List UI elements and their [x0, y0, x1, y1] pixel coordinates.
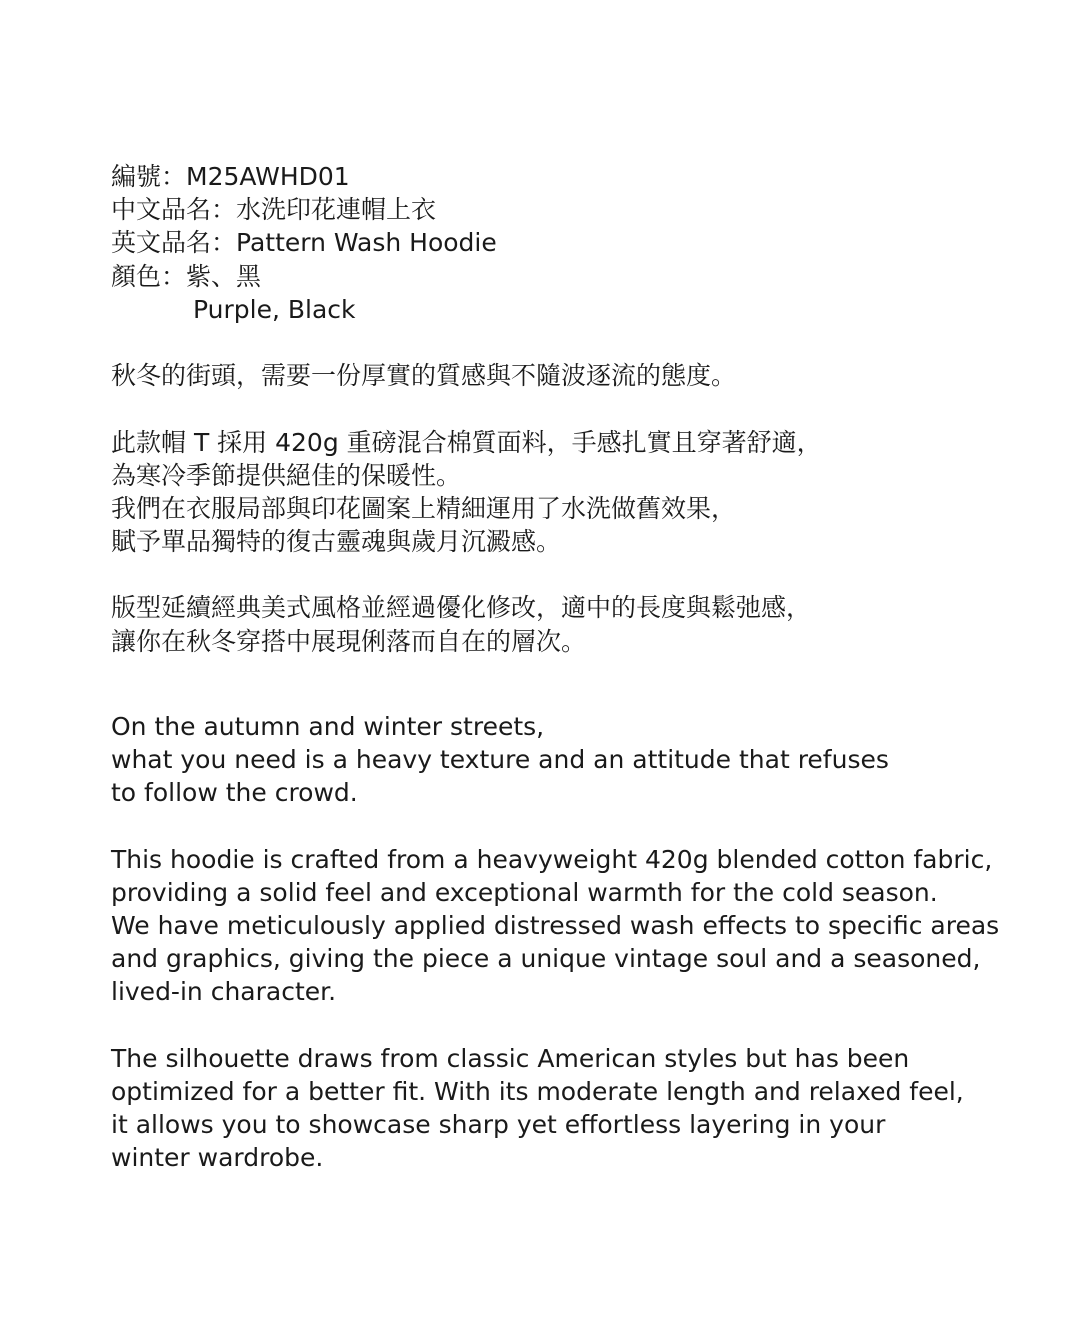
product-color-en: Purple, Black — [193, 294, 356, 324]
product-name-en: 英文品名：Pattern Wash Hoodie — [111, 228, 497, 258]
product-name-zh: 中文品名：水洗印花連帽上衣 — [111, 195, 437, 225]
en-fabric-line: providing a solid feel and exceptional warmth for the cold season. — [111, 877, 938, 907]
zh-intro: 秋冬的街頭，需要一份厚實的質感與不隨波逐流的態度。 — [111, 361, 737, 391]
product-color-zh: 顏色：紫、黑 — [111, 261, 262, 291]
product-code: 編號：M25AWHD01 — [111, 162, 350, 191]
product-info — [111, 160, 1051, 326]
en-fabric-line: and graphics, giving the piece a unique vintage soul and a seasoned, — [111, 944, 981, 974]
en-intro-line: to follow the crowd. — [111, 778, 358, 808]
zh-fit-line: 版型延續經典美式風格並經過優化修改，適中的長度與鬆弛感， — [111, 593, 812, 623]
en-fabric-line: We have meticulously applied distressed wash effects to specific areas — [111, 910, 1000, 940]
en-fit-line: The silhouette draws from classic American styles but has been — [111, 1043, 910, 1073]
en-fabric-line: lived-in character. — [111, 977, 337, 1007]
product-description — [111, 160, 1051, 1174]
zh-fabric-line: 賦予單品獨特的復古靈魂與歲月沉澱感。 — [111, 527, 562, 557]
zh-fabric-line: 我們在衣服局部與印花圖案上精細運用了水洗做舊效果， — [111, 493, 737, 523]
en-intro-line: what you need is a heavy texture and an attitude that refuses — [111, 745, 889, 774]
description-en — [111, 710, 1051, 1175]
zh-fabric-line: 為寒冷季節提供絕佳的保暖性。 — [111, 460, 462, 490]
en-fit-line: winter wardrobe. — [111, 1143, 324, 1173]
en-intro-line: On the autumn and winter streets, — [111, 711, 545, 741]
en-fit-line: it allows you to showcase sharp yet effortless layering in your — [111, 1110, 886, 1140]
en-fit-line: optimized for a better fit. With its moderate length and relaxed feel, — [111, 1076, 964, 1106]
description-zh — [111, 359, 1051, 658]
en-fabric-line: This hoodie is crafted from a heavyweight 420g blended cotton fabric, — [111, 844, 993, 874]
zh-fabric-line: 此款帽 T 採用 420g 重磅混合棉質面料，手感扎實且穿著舒適， — [111, 427, 822, 457]
zh-fit-line: 讓你在秋冬穿搭中展現俐落而自在的層次。 — [111, 626, 587, 656]
